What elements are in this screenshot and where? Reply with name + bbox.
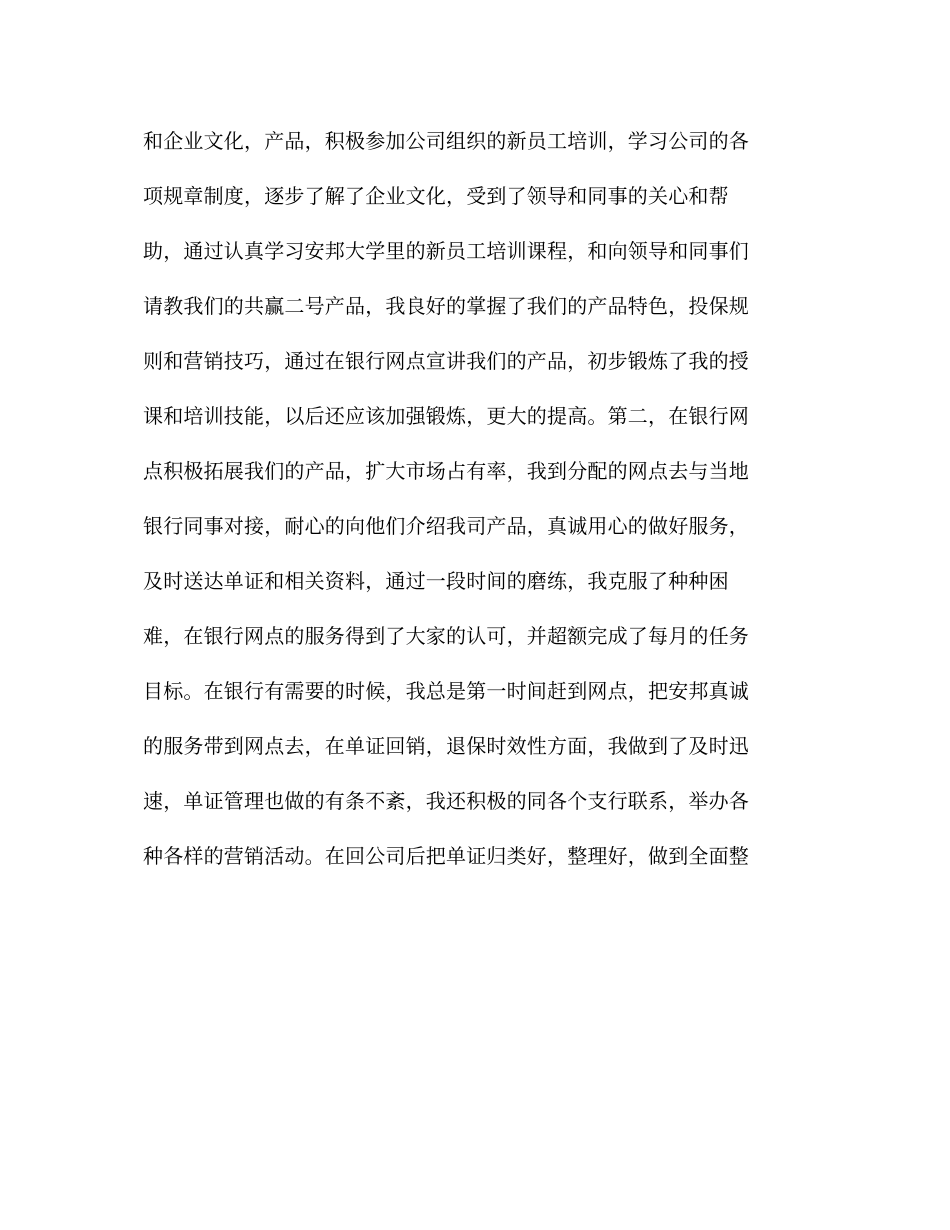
text-line: 助，通过认真学习安邦大学里的新员工培训课程，和向领导和同事们 xyxy=(143,239,749,263)
text-line: 和企业文化，产品，积极参加公司组织的新员工培训，学习公司的各 xyxy=(143,129,749,153)
text-line: 及时送达单证和相关资料，通过一段时间的磨练，我克服了种种困 xyxy=(143,569,729,593)
text-line: 难，在银行网点的服务得到了大家的认可，并超额完成了每月的任务 xyxy=(143,624,749,648)
text-line: 则和营销技巧，通过在银行网点宣讲我们的产品，初步锻炼了我的授 xyxy=(143,349,749,373)
text-line: 的服务带到网点去，在单证回销，退保时效性方面，我做到了及时迅 xyxy=(143,734,749,758)
text-line: 项规章制度，逐步了解了企业文化，受到了领导和同事的关心和帮 xyxy=(143,184,729,208)
document-body-text xyxy=(143,124,803,894)
text-line: 速，单证管理也做的有条不紊，我还积极的同各个支行联系，举办各 xyxy=(143,789,749,813)
text-line: 银行同事对接，耐心的向他们介绍我司产品，真诚用心的做好服务， xyxy=(143,514,749,538)
text-line: 点积极拓展我们的产品，扩大市场占有率，我到分配的网点去与当地 xyxy=(143,459,749,483)
text-line: 目标。在银行有需要的时候，我总是第一时间赶到网点，把安邦真诚 xyxy=(143,679,749,703)
text-line: 种各样的营销活动。在回公司后把单证归类好，整理好，做到全面整 xyxy=(143,844,749,868)
text-line: 课和培训技能，以后还应该加强锻炼，更大的提高。第二，在银行网 xyxy=(143,404,749,428)
text-line: 请教我们的共赢二号产品，我良好的掌握了我们的产品特色，投保规 xyxy=(143,294,749,318)
